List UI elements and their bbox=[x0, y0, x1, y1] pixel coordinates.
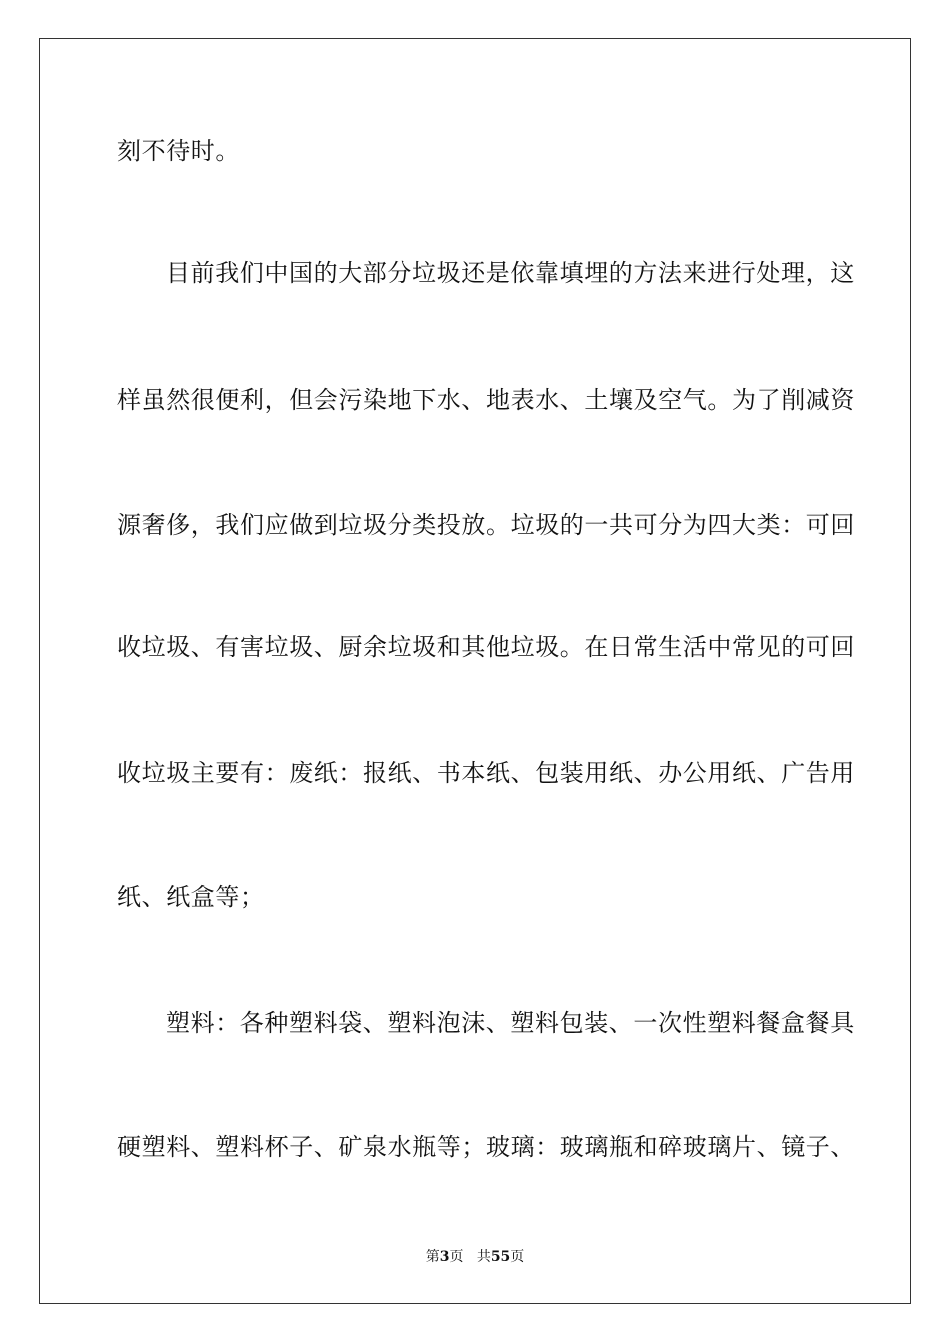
page-border bbox=[39, 38, 911, 1304]
page-total-suffix: 页 bbox=[510, 1249, 525, 1265]
page-number-suffix: 页 bbox=[449, 1249, 464, 1265]
paragraph-line-9: 硬塑料、塑料杯子、矿泉水瓶等；玻璃：玻璃瓶和碎玻璃片、镜子、 bbox=[117, 1133, 855, 1161]
paragraph-line-1: 刻不待时。 bbox=[117, 137, 240, 165]
page-total-prefix: 共 bbox=[476, 1249, 491, 1265]
page-total-count: 55 bbox=[490, 1249, 511, 1265]
page-number-current: 3 bbox=[439, 1249, 450, 1265]
paragraph-line-7: 纸、纸盒等； bbox=[117, 883, 265, 911]
paragraph-line-6: 收垃圾主要有：废纸：报纸、书本纸、包装用纸、办公用纸、广告用 bbox=[117, 759, 855, 787]
page-number-prefix: 第 bbox=[425, 1249, 440, 1265]
paragraph-line-2: 目前我们中国的大部分垃圾还是依靠填埋的方法来进行处理，这 bbox=[166, 259, 855, 287]
paragraph-line-4: 源奢侈，我们应做到垃圾分类投放。垃圾的一共可分为四大类：可回 bbox=[117, 511, 855, 539]
paragraph-line-5: 收垃圾、有害垃圾、厨余垃圾和其他垃圾。在日常生活中常见的可回 bbox=[117, 633, 855, 661]
paragraph-line-8: 塑料：各种塑料袋、塑料泡沫、塑料包装、一次性塑料餐盒餐具 bbox=[166, 1009, 855, 1037]
page-footer bbox=[0, 1248, 950, 1266]
paragraph-line-3: 样虽然很便利，但会污染地下水、地表水、土壤及空气。为了削减资 bbox=[117, 386, 855, 414]
